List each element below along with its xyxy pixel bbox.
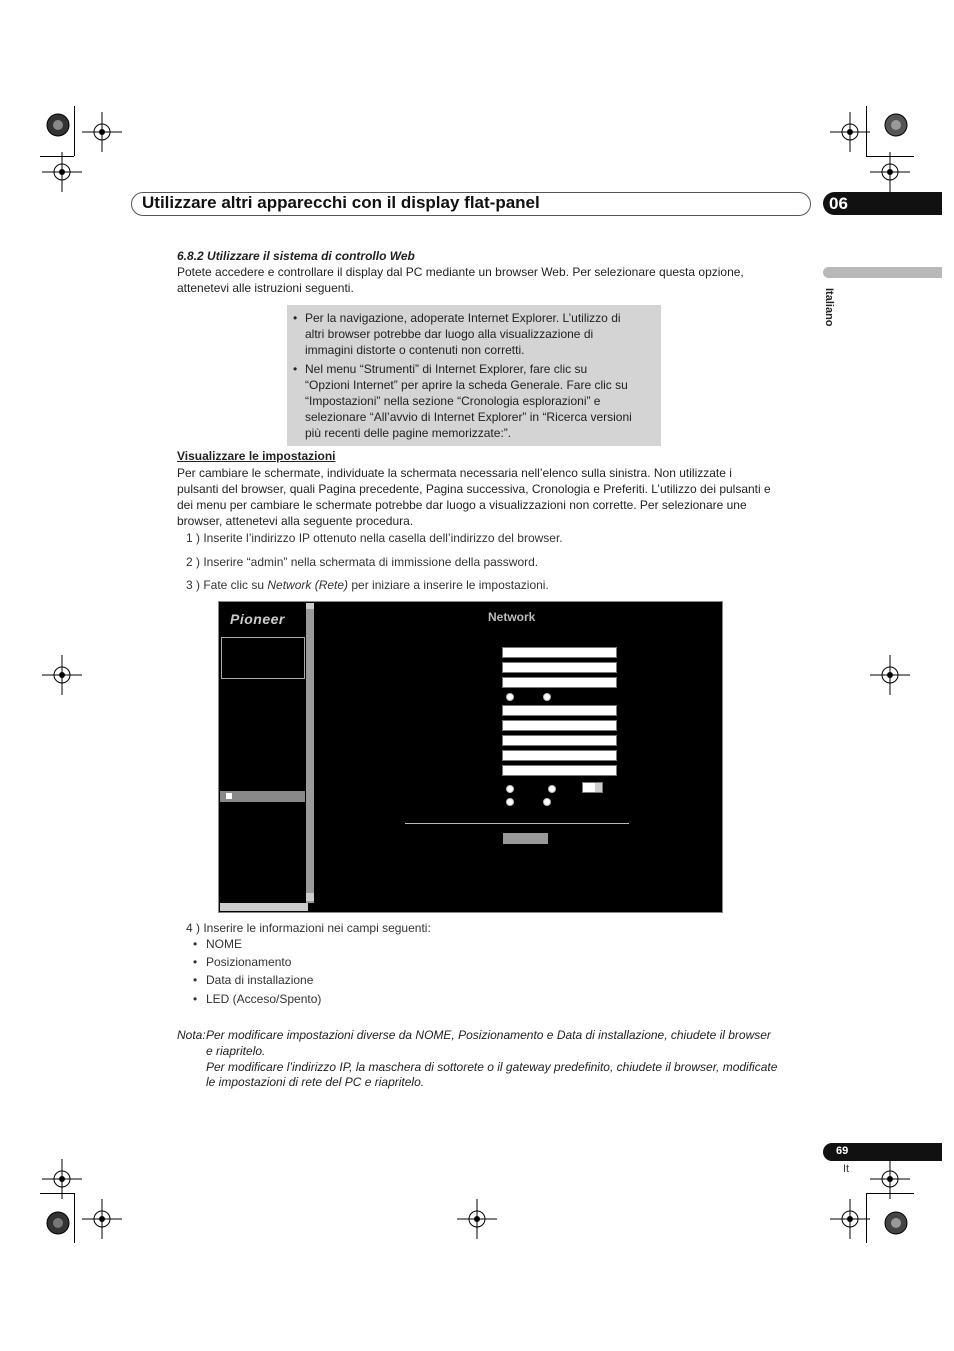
note-line: selezionare “All’avvio di Internet Explorer” in “Ricerca versioni xyxy=(305,410,632,424)
language-label: Italiano xyxy=(823,288,835,327)
step-2: 2 ) Inserire “admin” nella schermata di immissione della password. xyxy=(186,555,539,569)
crosshair-icon xyxy=(42,152,82,192)
settings-paragraph-line: browser, attenetevi alla seguente procedura. xyxy=(177,514,414,528)
nota-line: le impostazioni di rete del PC e riapritelo. xyxy=(206,1075,425,1089)
pioneer-logo: Pioneer xyxy=(230,611,285,627)
note-line: Per la navigazione, adoperate Internet Explorer. L’utilizzo di xyxy=(305,311,621,325)
crosshair-icon xyxy=(870,152,910,192)
registration-circle-icon xyxy=(38,1203,78,1243)
screenshot-page-title: Network xyxy=(488,610,536,624)
crop-line xyxy=(866,156,914,157)
settings-paragraph-line: pulsanti del browser, quali Pagina precedente, Pagina successiva, Cronologia e Preferiti. L’utilizzo dei pulsanti e xyxy=(177,482,771,496)
page-language-code: It xyxy=(843,1163,850,1175)
crosshair-icon xyxy=(830,112,870,152)
step-1: 1 ) Inserite l’indirizzo IP ottenuto nella casella dell’indirizzo del browser. xyxy=(186,531,563,545)
crosshair-icon xyxy=(870,655,910,695)
screenshot-input-field xyxy=(502,677,617,688)
bullet-icon: • xyxy=(293,362,298,376)
field-item: • NOME xyxy=(193,937,242,951)
page-number: 69 xyxy=(836,1145,849,1157)
chevron-down-icon xyxy=(595,783,602,792)
screenshot-radio xyxy=(543,693,551,701)
field-item: • Posizionamento xyxy=(193,955,292,969)
crop-line xyxy=(40,1193,74,1194)
screenshot-radio xyxy=(548,785,556,793)
bullet-icon: • xyxy=(293,311,298,325)
screenshot-horizontal-scrollbar xyxy=(220,903,308,911)
screenshot-input-field xyxy=(502,662,617,673)
screenshot-divider xyxy=(405,823,629,824)
step-3: 3 ) Fate clic su Network (Rete) per iniziare a inserire le impostazioni. xyxy=(186,578,549,592)
field-item: • Data di installazione xyxy=(193,973,314,987)
screenshot-selected-menu-item xyxy=(220,791,305,802)
intro-line: attenetevi alle istruzioni seguenti. xyxy=(177,281,354,295)
bullet-icon: • xyxy=(193,992,198,1006)
crop-line xyxy=(866,1193,914,1194)
screenshot-input-field xyxy=(502,765,617,776)
subsection-title: Visualizzare le impostazioni xyxy=(177,449,336,463)
screenshot-radio xyxy=(506,693,514,701)
page-title: Utilizzare altri apparecchi con il display flat-panel xyxy=(142,193,540,212)
crosshair-icon xyxy=(457,1199,497,1239)
screenshot-input-field xyxy=(502,750,617,761)
crosshair-icon xyxy=(830,1199,870,1239)
scroll-up-icon xyxy=(306,603,314,609)
nota-label: Nota: xyxy=(177,1028,206,1042)
note-line: “Impostazioni” nella sezione “Cronologia esplorazioni” e xyxy=(305,394,601,408)
field-item: • LED (Acceso/Spento) xyxy=(193,992,322,1006)
crosshair-icon xyxy=(82,1199,122,1239)
language-tab xyxy=(823,267,942,278)
crop-line xyxy=(866,106,867,156)
screenshot-scrollbar xyxy=(306,603,314,903)
chapter-number: 06 xyxy=(829,194,848,213)
crop-line xyxy=(74,106,75,156)
settings-paragraph-line: Per cambiare le schermate, individuate la schermata necessaria nell’elenco sulla sinistra. Non utilizzate i xyxy=(177,466,732,480)
crosshair-icon xyxy=(42,655,82,695)
nota-line: Per modificare impostazioni diverse da NOME, Posizionamento e Data di installazione, chiudete il browser xyxy=(206,1028,771,1042)
settings-paragraph-line: dei menu per cambiare le schermate potrebbe dar luogo a visualizzazioni non corrette. Per selezionare une xyxy=(177,498,747,512)
screenshot-input-field xyxy=(502,647,617,658)
intro-line: Potete accedere e controllare il display dal PC mediante un browser Web. Per selezionare questa opzione, xyxy=(177,265,744,279)
crop-line xyxy=(74,1193,75,1243)
nota-line: e riapritelo. xyxy=(206,1044,266,1058)
registration-circle-icon xyxy=(876,105,916,145)
screenshot-submit-button xyxy=(503,833,548,844)
crosshair-icon xyxy=(82,112,122,152)
registration-circle-icon xyxy=(38,105,78,145)
screenshot-radio xyxy=(506,798,514,806)
registration-circle-icon xyxy=(876,1203,916,1243)
screenshot-radio xyxy=(543,798,551,806)
screenshot-input-field xyxy=(502,705,617,716)
step-4: 4 ) Inserire le informazioni nei campi seguenti: xyxy=(186,921,431,935)
scroll-down-icon xyxy=(306,893,314,901)
note-line: più recenti delle pagine memorizzate:”. xyxy=(305,426,512,440)
section-title: 6.8.2 Utilizzare il sistema di controllo Web xyxy=(177,249,415,263)
screenshot-radio xyxy=(506,785,514,793)
crop-line xyxy=(40,156,74,157)
note-line: altri browser potrebbe dar luogo alla visualizzazione di xyxy=(305,327,594,341)
bullet-icon: • xyxy=(193,937,198,951)
menu-item-icon xyxy=(226,793,232,799)
note-line: immagini distorte o contenuti non corretti. xyxy=(305,343,525,357)
bullet-icon: • xyxy=(193,955,198,969)
screenshot-input-field xyxy=(502,735,617,746)
crop-line xyxy=(866,1193,867,1243)
note-line: “Opzioni Internet” per aprire la scheda Generale. Fare clic su xyxy=(305,378,628,392)
note-line: Nel menu “Strumenti” di Internet Explorer, fare clic su xyxy=(305,362,588,376)
nota-line: Per modificare l’indirizzo IP, la maschera di sottorete o il gateway predefinito, chiudete il browser, modificate xyxy=(206,1060,778,1074)
screenshot-input-field xyxy=(502,720,617,731)
screenshot-menu-box xyxy=(221,637,305,679)
bullet-icon: • xyxy=(193,973,198,987)
